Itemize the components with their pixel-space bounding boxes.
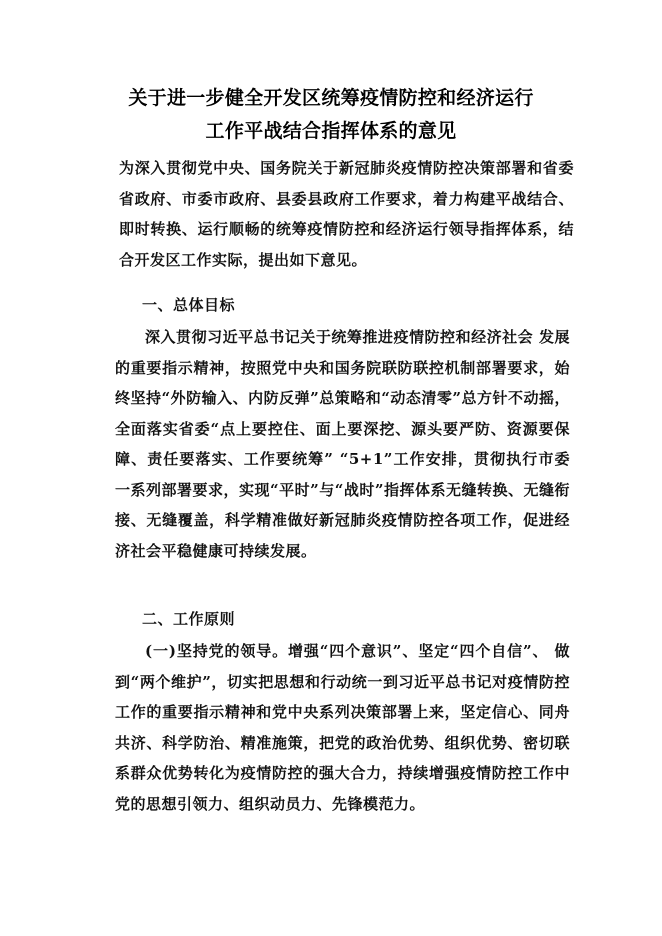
section-heading-principles: 二、工作原则 [142, 610, 236, 628]
section-heading-goals: 一、总体目标 [142, 296, 236, 314]
section-paragraph-goals: 深入贯彻习近平总书记关于统筹推进疫情防控和经济社会 发展的重要指示精神，按照党中央和国务院联防联控机制部署要求，始终坚持“外防输入、内防反弹”总策略和“动态清零”总方针不动摇，全面落实省委“点上要控住、面上要深挖、源头要严防、资源要保障、责任要落实、工作要统筹” “5+1”工作安排，贯彻执行市委一系列部署要求，实现“平时”与“战时”指挥体系无缝转换、无缝衔接、无缝覆盖，科学精准做好新冠肺炎疫情防控各项工作，促进经济社会平稳健康可持续发展。 [115, 328, 571, 560]
document-title-line-1: 关于进一步健全开发区统筹疫情防控和经济运行 [128, 87, 534, 109]
intro-paragraph: 为深入贯彻党中央、国务院关于新冠肺炎疫情防控决策部署和省委省政府、市委市政府、县委县政府工作要求，着力构建平战结合、即时转换、运行顺畅的统筹疫情防控和经济运行领导指挥体系，结合开发区工作实际，提出如下意见。 [119, 159, 574, 269]
section-paragraph-principles: (一)坚持党的领导。增强“四个意识”、坚定“四个自信”、 做到“两个维护”，切实把思想和行动统一到习近平总书记对疫情防控工作的重要指示精神和党中央系列决策部署上来，坚定信心、同舟共济、科学防治、精准施策，把党的政治优势、组织优势、密切联系群众优势转化为疫情防控的强大合力，持续增强疫情防控工作中党的思想引领力、组织动员力、先锋模范力。 [115, 642, 570, 813]
document-title-line-2: 工作平战结合指挥体系的意见 [205, 120, 457, 142]
